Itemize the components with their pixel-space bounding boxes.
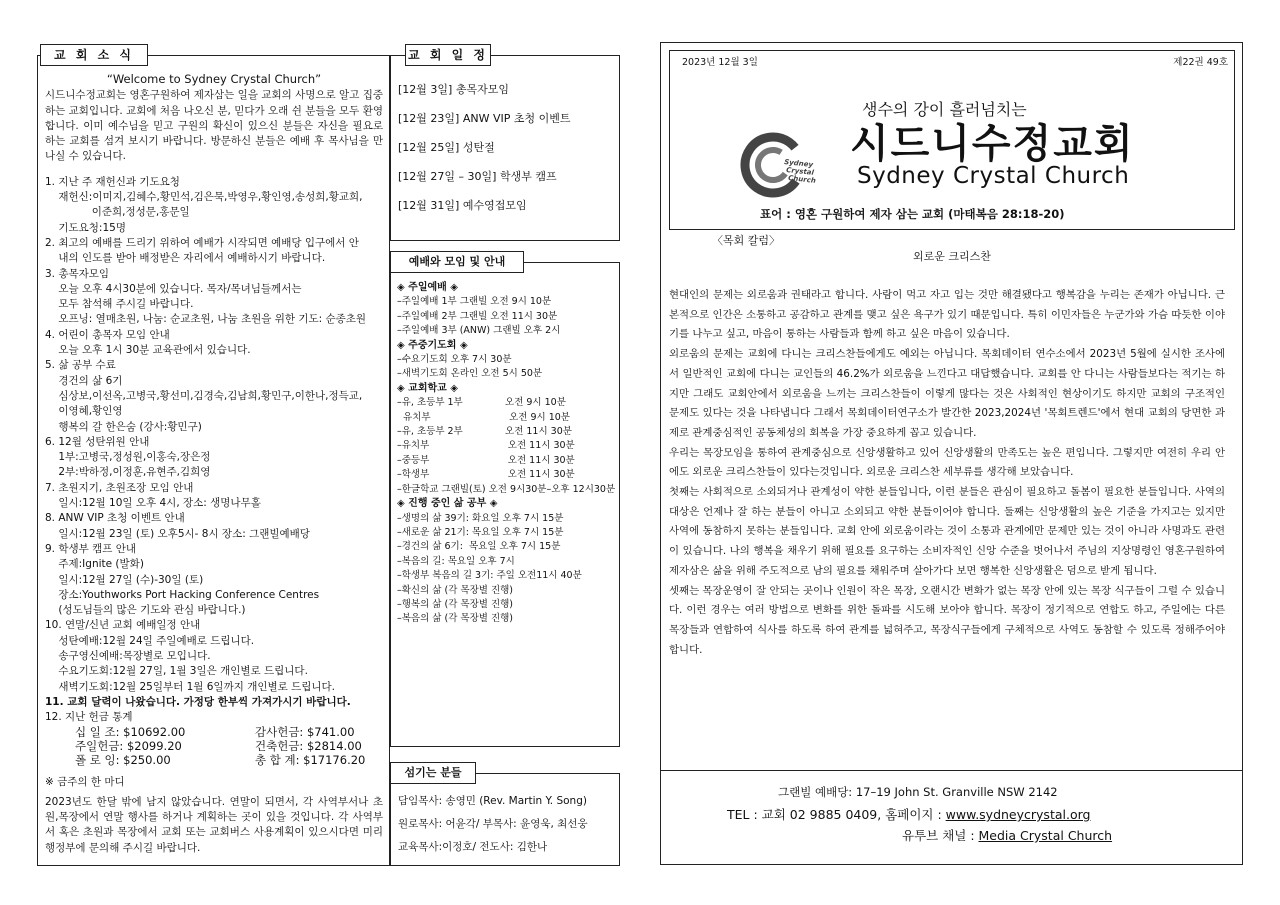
column-label: 〈목회 칼럼〉 xyxy=(712,234,781,247)
footer-tel-line xyxy=(727,805,1090,823)
footer-divider xyxy=(661,770,1242,771)
footer-address: 그랜빌 예배당: 17–19 John St. Granville NSW 2142 xyxy=(778,785,1058,799)
offering-cell: 폴 로 잉: $250.00 xyxy=(75,753,171,768)
service-line: –복음의 삶 (각 목장별 진행) xyxy=(397,613,514,625)
service-line: –생명의 삶 39기: 화요일 오후 7시 15분 xyxy=(397,512,564,524)
news-item: 3. 총목자모임 오늘 오후 4시30분에 있습니다. 목자/목녀님들께서는 모두 참석해 주시길 바랍니다. 오프닝: 열매초원, 나눔: 순교초원, 나눔 초원을 위한 기도: 순종초원 xyxy=(45,267,367,326)
news-item: 7. 초원지기, 초원조장 모임 안내 일시:12월 10일 오후 4시, 장소: 생명나무홀 xyxy=(45,481,261,510)
church-logo xyxy=(740,128,830,202)
church-name-ko: 시드니수정교회 xyxy=(850,121,1135,167)
service-line: –유, 초등부 1부 오전 9시 10분 xyxy=(397,397,566,409)
staff-line: 원로목사: 어윤각/ 부목사: 윤영욱, 최선웅 xyxy=(398,818,588,830)
service-line: –새벽기도회 온라인 오전 5시 50분 xyxy=(397,368,543,380)
news-item: 10. 연말/신년 교회 예배일정 안내 성탄예배:12월 24일 주일예배로 드립니다. 송구영신예배:목장별로 모입니다. 수요기도회:12월 27일, 1월 3일은 개인별로 드립니다. 새벽기도회:12월 25일부터 1월 6일까지 개인별로 드립니다. xyxy=(45,619,336,693)
intro-text: 시드니수정교회는 영혼구원하여 제자삼는 일을 교회의 사명으로 알고 집중하는 교회입니다. 교회에 처음 나오신 분, 믿다가 오래 쉰 분들을 모두 환영합니다. 이미 예수님을 믿고 구원의 확신이 있으신 분들은 자신을 필요로 하는 교회를 섬겨 보시기 바랍니다. 방문하신 분들은 예배 후 목사님을 만나실 수 있습니다. xyxy=(45,89,387,163)
column-body xyxy=(669,286,1225,660)
services-list xyxy=(397,281,617,627)
schedule-item: [12월 31일] 예수영접모임 xyxy=(398,199,527,212)
service-line: –확신의 삶 (각 목장별 진행) xyxy=(397,584,514,596)
news-item: 4. 어린이 총목자 모임 안내 오늘 오후 1시 30분 교육관에서 있습니다. xyxy=(45,328,251,357)
service-line: –한글학교 그랜빌(토) 오전 9시30분–오후 12시30분 xyxy=(397,483,616,495)
staff-title: 섬기는 분들 xyxy=(390,762,476,784)
service-line: 유치부 오전 9시 10분 xyxy=(397,411,570,423)
youtube-link[interactable]: Media Crystal Church xyxy=(978,828,1113,843)
offering-title: 12. 지난 헌금 통계 xyxy=(45,711,133,724)
news-item: 9. 학생부 캠프 안내 주제:Ignite (발화) 일시:12월 27일 (수)-30일 (토) 장소:Youthworks Port Hacking Conference Centres (성도님들의 많은 기도와 관심 바랍니다.) xyxy=(45,542,320,617)
schedule-item: [12월 27일 – 30일] 학생부 캠프 xyxy=(398,170,557,183)
service-line: –주일예배 1부 그랜빌 오전 9시 10분 xyxy=(397,296,552,308)
offering-cell: 감사헌금: $741.00 xyxy=(255,725,355,740)
service-line: –주일예배 2부 그랜빌 오전 11시 30분 xyxy=(397,310,558,322)
column-paragraph: 현대인의 문제는 외로움과 권태라고 합니다. 사람이 먹고 자고 입는 것만 해결됐다고 행복감을 누리는 존재가 아닙니다. 근본적으로 인간은 소통하고 공감하고 관계를 맺고 싶은 욕구가 있기 때문입니다. 특히 이민자들은 누군가와 가슴 따듯한 이야기를 나누고 싶고, 마음이 통하는 사람들과 함께 하고 싶은 마음이 있습니다. xyxy=(669,289,1225,341)
issue-number: 제22권 49호 xyxy=(1173,57,1228,68)
services-title: 예배와 모임 및 안내 xyxy=(390,251,524,273)
service-line: –유, 초등부 2부 오전 11시 30분 xyxy=(397,426,572,438)
schedule-item: [12월 25일] 성탄절 xyxy=(398,141,495,154)
word-title: ※ 금주의 한 마디 xyxy=(45,776,125,789)
service-line: –학생부 오전 11시 30분 xyxy=(397,469,575,481)
news-item: 6. 12월 성탄위원 안내 1부:고병국,정성원,이홍숙,장은정 2부:박하정,이정훈,유현주,김희영 xyxy=(45,435,211,479)
service-line: –주일예배 3부 (ANW) 그랜빌 오후 2시 xyxy=(397,325,561,337)
footer-tel: TEL : 교회 02 9885 0409, 홈페이지 : xyxy=(727,807,946,822)
service-line: –경건의 삶 6기: 목요일 오후 7시 15분 xyxy=(397,541,561,553)
footer-youtube-line xyxy=(902,826,1112,844)
offering-cell: 건축헌금: $2814.00 xyxy=(255,739,362,754)
website-link[interactable]: www.sydneycrystal.org xyxy=(945,807,1091,822)
column-paragraph: 외로움의 문제는 교회에 다니는 크리스찬들에게도 예외는 아닙니다. 목회데이터 연수소에서 2023년 5월에 실시한 조사에서 일반적인 교회에 다니는 교인들의 46.2%가 외로움을 느낀다고 대답했습니다. 교회를 안 다니는 사람들보다는 적기는 하지만 그래도 교회안에서 외로움을 느끼는 크리스찬들이 이렇게 많다는 것은 사회적인 현상이기도 하지만 교회의 구조적인 문제도 있다는 것을 나타냅니다 그래서 목회데이터연구소가 발간한 2023,2024년 '목회트렌드'에서 현대 교회의 당면한 과제로 관계중심적인 공동체성의 회복을 가장 중요하게 꼽고 있습니다. xyxy=(669,348,1225,439)
word-text: 2023년도 한달 밖에 남지 않았습니다. 연말이 되면서, 각 사역부서나 초원,목장에서 연말 행사를 하거나 계획하는 곳이 있을 것입니다. 각 사역부서 혹은 초원과 목장에서 교회 또는 교회버스 사용계획이 있으시다면 미리 행정부에 문의해 주시길 바랍니다. xyxy=(45,795,387,854)
column-title: 외로운 크리스찬 xyxy=(913,250,991,263)
service-line: –유치부 오전 11시 30분 xyxy=(397,440,575,452)
news-item: 2. 최고의 예배를 드리기 위하여 예배가 시작되면 예배당 입구에서 안 내의 인도를 받아 배정받은 자리에서 예배하시기 바랍니다. xyxy=(45,236,359,265)
service-line: –행복의 삶 (각 목장별 진행) xyxy=(397,598,514,610)
slogan: 생수의 강이 흘러넘치는 xyxy=(862,100,1027,119)
logo-text: Crystal xyxy=(785,166,815,177)
church-name-en: Sydney Crystal Church xyxy=(857,163,1130,189)
offering-cell: 총 합 계: $17176.20 xyxy=(255,753,366,768)
schedule-title: 교 회 일 정 xyxy=(405,44,491,66)
service-section-heading: ◈ 주중기도회 ◈ xyxy=(397,339,468,351)
schedule-item: [12월 23일] ANW VIP 초청 이벤트 xyxy=(398,112,571,125)
staff-line: 담임목사: 송영민 (Rev. Martin Y. Song) xyxy=(398,795,587,807)
motto: 표어 : 영혼 구원하여 제자 삼는 교회 (마태복음 28:18-20) xyxy=(760,207,1065,221)
service-section-heading: ◈ 교회학교 ◈ xyxy=(397,382,458,394)
service-section-heading: ◈ 진행 중인 삶 공부 ◈ xyxy=(397,498,498,510)
news-content xyxy=(45,72,387,856)
news-title: 교 회 소 식 xyxy=(40,44,148,66)
service-line: –수요기도회 오후 7시 30분 xyxy=(397,354,512,366)
staff-list xyxy=(398,790,618,859)
service-line: –복음의 길: 목요일 오후 7시 xyxy=(397,555,515,567)
news-item: 11. 교회 달력이 나왔습니다. 가정당 한부씩 가져가시기 바랍니다. xyxy=(45,695,351,708)
offering-cell: 주일헌금: $2099.20 xyxy=(75,739,182,754)
news-item: 5. 삶 공부 수료 경건의 삶 6기 심상보,이선옥,고병국,황선미,김경숙,김남희,황민구,이한나,정득교, 이영혜,황인영 행복의 갈 한은숨 (강사:황민구) xyxy=(45,359,363,433)
issue-date: 2023년 12월 3일 xyxy=(682,57,758,68)
staff-line: 교육목사:이정호/ 전도사: 김한나 xyxy=(398,841,548,853)
column-paragraph: 첫째는 사회적으로 소외되거나 관계성이 약한 분들입니다, 이런 분들은 관심이 필요하고 돌봄이 필요한 분들입니다. 사역의 대상은 언제나 잘 하는 분들이 아니고 소외되고 약한 분들이어야 합니다. 둘째는 신앙생활의 높은 기준을 가지고는 있지만 사역에 동참하지 못하는 분들입니다. 교회 안에 외로움이라는 것이 소통과 관계에만 문제만 있는 것이 아니라 사명과도 관련이 있습니다. 나의 행복을 채우기 위해 필요를 요구하는 소비자적인 신앙 수준을 벗어나서 주님의 지상명령인 영혼구원하여 제자삼은 삶을 위해 주도적으로 남의 필요를 채워주며 살아가다 보면 행복한 신앙생활은 덤으로 받게 됩니다. xyxy=(669,486,1225,577)
youtube-label: 유투브 채널 : xyxy=(902,828,979,843)
news-item: 1. 지난 주 재헌신과 기도요청 재헌신:이미지,김혜수,황민석,김은묵,박영우,황인영,송성희,황교희, 이준희,정성문,홍문일 기도요청:15명 xyxy=(45,175,363,234)
news-item: 8. ANW VIP 초청 이벤트 안내 일시:12월 23일 (토) 오후5시- 8시 장소: 그랜빌예배당 xyxy=(45,512,310,540)
column-paragraph: 셋째는 목장운영이 잘 안되는 곳이나 인원이 작은 목장, 오랜시간 변화가 없는 목장 안에 있는 목장 식구들이 그럴 수 있습니다. 이런 경우는 여러 방법으로 변화를 위한 돌파를 시도해 보아야 합니다. 목장이 정기적으로 연합도 하고, 주일에는 다른 목장들과 연합하여 식사를 하도록 하여 관계를 넓혀주고, 목장식구들에게 구체적으로 사역도 동참할 수 있도록 정해주어야 합니다. xyxy=(669,584,1225,656)
schedule-list xyxy=(398,82,613,227)
schedule-item: [12월 3일] 총목자모임 xyxy=(398,83,509,96)
welcome-heading: “Welcome to Sydney Crystal Church” xyxy=(106,72,322,86)
service-line: –새로운 삶 21기: 목요일 오후 7시 15분 xyxy=(397,526,564,538)
logo-text: Church xyxy=(787,174,817,185)
service-section-heading: ◈ 주일예배 ◈ xyxy=(397,282,458,293)
logo-text: Sydney xyxy=(783,158,814,170)
service-line: –중등부 오전 11시 30분 xyxy=(397,454,575,466)
offering-cell: 십 일 조: $10692.00 xyxy=(75,725,186,740)
column-paragraph: 우리는 목장모임을 통하여 관계중심으로 신앙생활하고 있어 신앙생활의 만족도는 높은 편입니다. 그렇지만 여전히 우리 안에도 외로운 크리스찬들이 있다는것입니다. 외로운 크리스찬 세부류를 생각해 보았습니다. xyxy=(669,446,1225,479)
service-line: –학생부 복음의 길 3기: 주일 오전11시 40분 xyxy=(397,570,582,582)
offering-table xyxy=(45,725,383,767)
